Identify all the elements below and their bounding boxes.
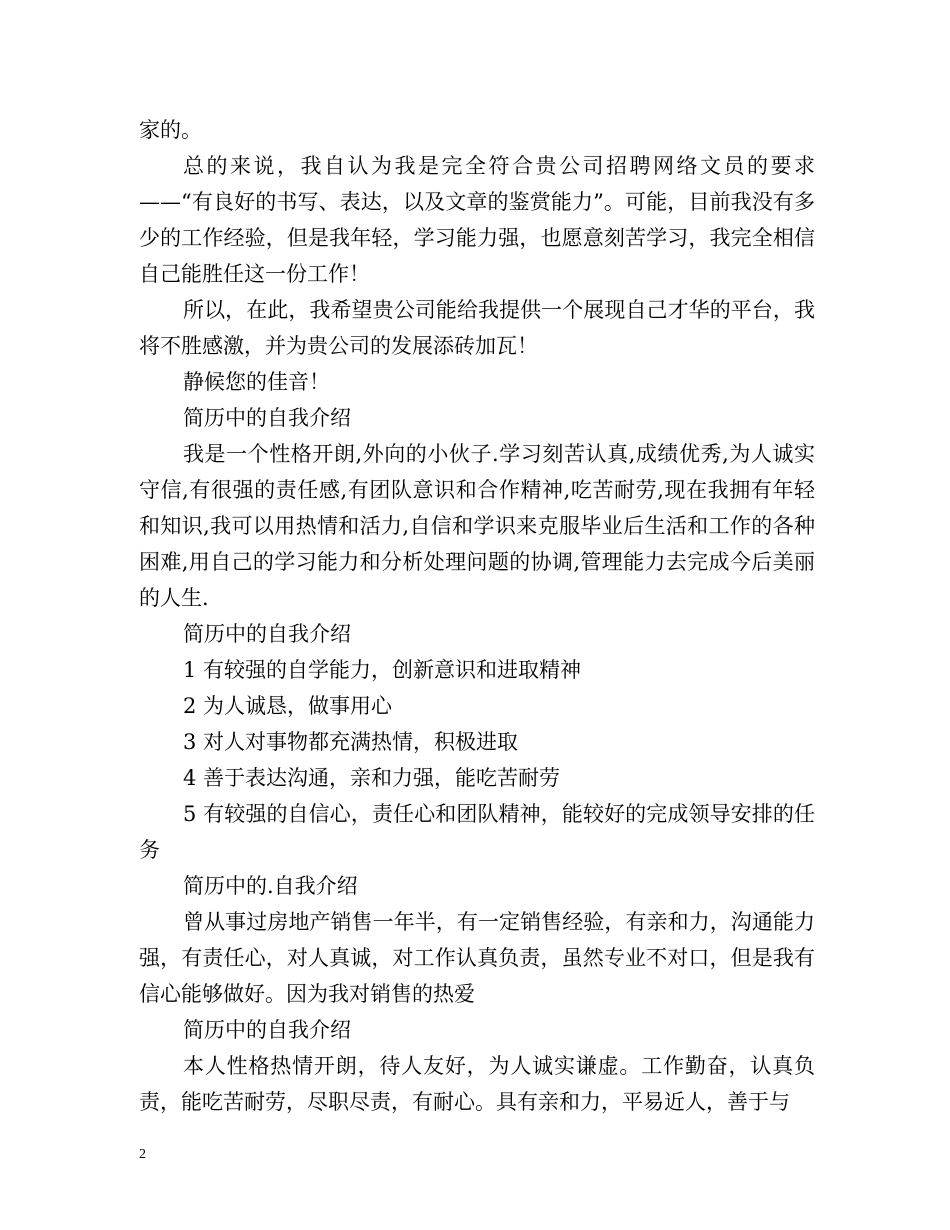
paragraph: 静候您的佳音！ — [183, 370, 330, 394]
list-item: 5 有较强的自信心，责任心和团队精神，能较好的完成领导安排的任务 — [139, 802, 815, 862]
section-heading: 简历中的自我介绍 — [183, 1018, 351, 1042]
paragraph: 所以，在此，我希望贵公司能给我提供一个展现自己才华的平台，我将不胜感激，并为贵公司的发展添砖加瓦！ — [139, 298, 815, 358]
page-number: 2 — [139, 1147, 146, 1162]
list-item: 2 为人诚恳，做事用心 — [183, 694, 393, 718]
list-item: 3 对人对事物都充满热情，积极进取 — [183, 730, 519, 754]
section-heading: 简历中的自我介绍 — [183, 622, 351, 646]
paragraph: 本人性格热情开朗，待人友好，为人诚实谦虚。工作勤奋，认真负责，能吃苦耐劳，尽职尽责，有耐心。具有亲和力，平易近人，善于与 — [139, 1054, 815, 1114]
paragraph: 家的。 — [139, 118, 202, 142]
body-text — [139, 112, 815, 1120]
section-heading: 简历中的自我介绍 — [183, 406, 351, 430]
list-item: 1 有较强的自学能力，创新意识和进取精神 — [183, 658, 582, 682]
paragraph: 我是一个性格开朗,外向的小伙子.学习刻苦认真,成绩优秀,为人诚实守信,有很强的责任感,有团队意识和合作精神,吃苦耐劳,现在我拥有年轻和知识,我可以用热情和活力,自信和学识来克服毕业后生活和工作的各种困难,用自己的学习能力和分析处理问题的协调,管理能力去完成今后美丽的人生. — [139, 442, 815, 610]
section-heading: 简历中的.自我介绍 — [183, 874, 358, 898]
list-item: 4 善于表达沟通，亲和力强，能吃苦耐劳 — [183, 766, 561, 790]
paragraph: 总的来说，我自认为我是完全符合贵公司招聘网络文员的要求——“有良好的书写、表达，以及文章的鉴赏能力”。可能，目前我没有多少的工作经验，但是我年轻，学习能力强，也愿意刻苦学习，我完全相信自己能胜任这一份工作！ — [139, 154, 815, 286]
paragraph: 曾从事过房地产销售一年半，有一定销售经验，有亲和力，沟通能力强，有责任心，对人真诚，对工作认真负责，虽然专业不对口，但是我有信心能够做好。因为我对销售的热爱 — [139, 910, 815, 1006]
